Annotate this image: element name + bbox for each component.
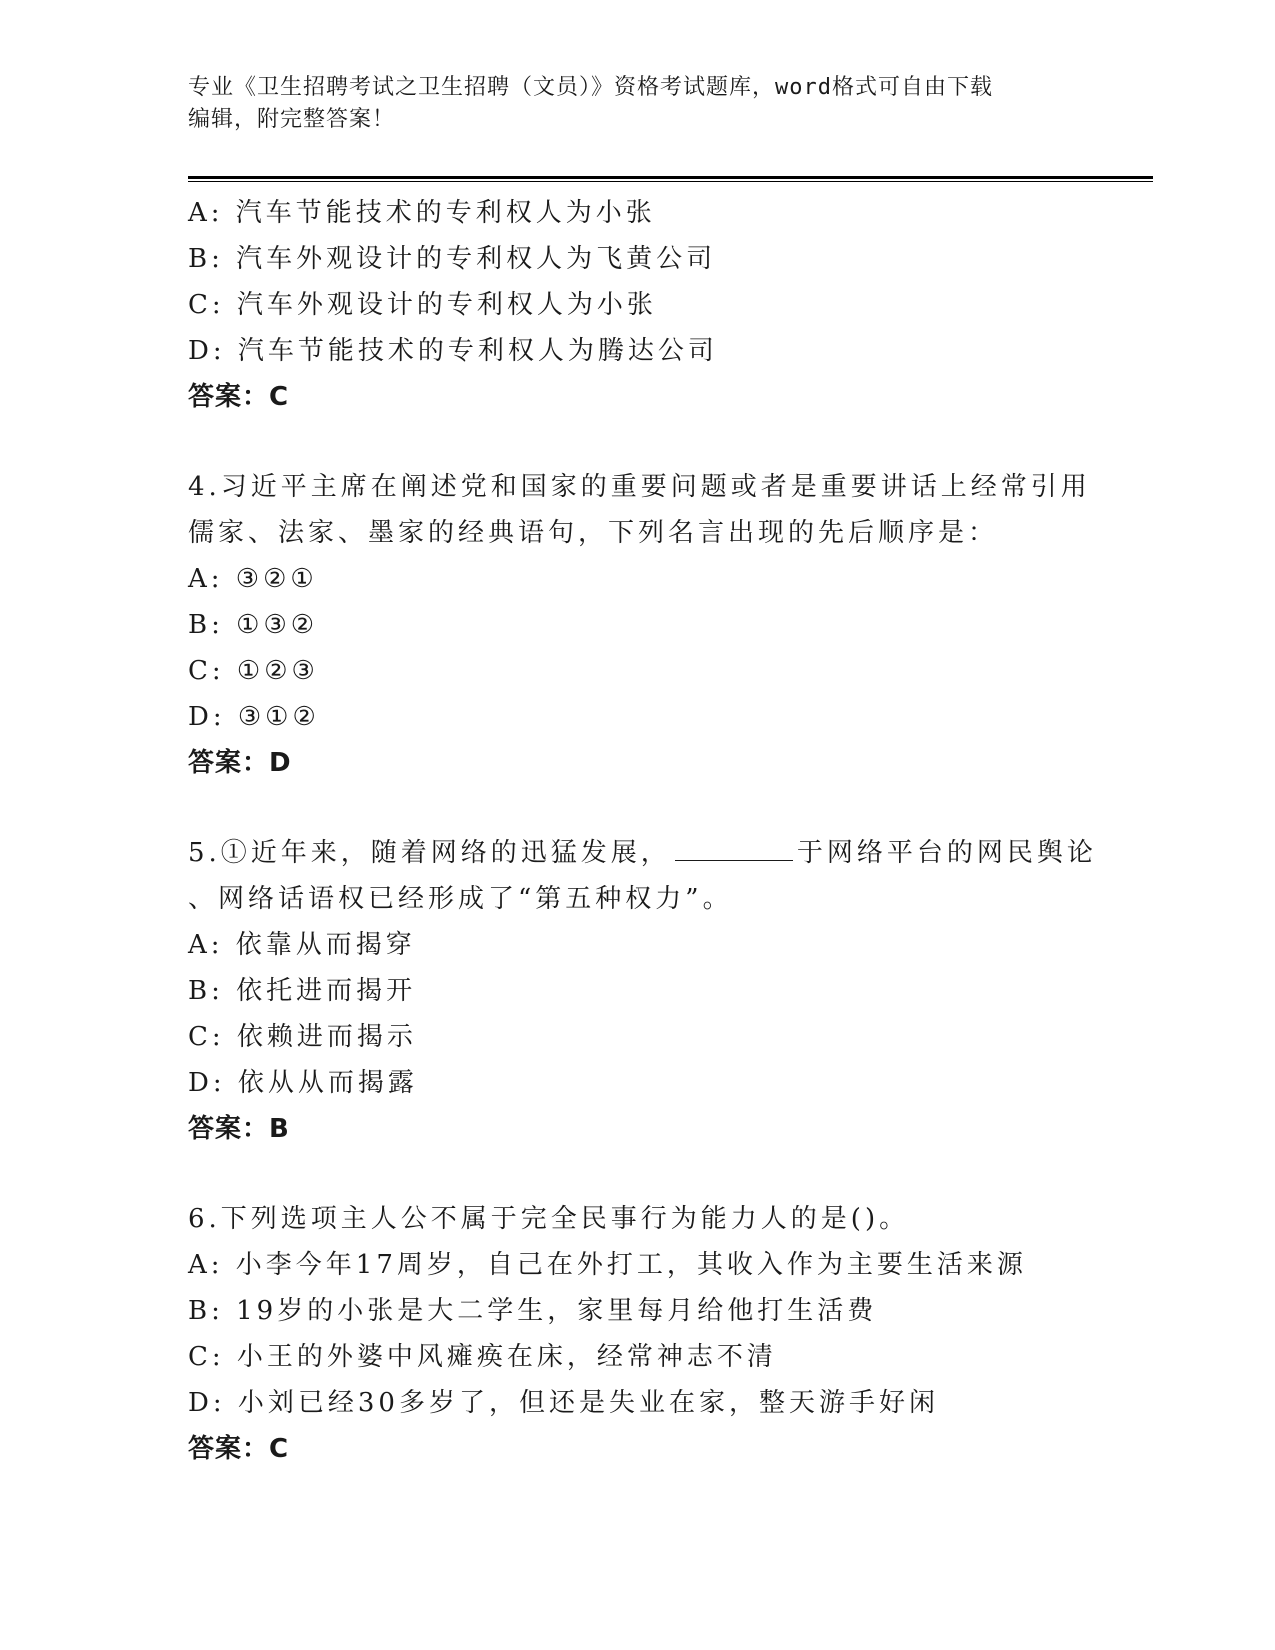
option-a: A: ③②① [188, 564, 318, 594]
option-a: A: 汽车节能技术的专利权人为小张 [188, 198, 656, 228]
fill-blank [675, 838, 793, 861]
question-stem-line-2: 、网络话语权已经形成了“第五种权力”。 [188, 884, 733, 914]
option-d: D: 依从从而揭露 [188, 1068, 418, 1098]
option-c: C: 依赖进而揭示 [188, 1022, 417, 1052]
question-stem: 6.下列选项主人公不属于完全民事行为能力人的是()。 [188, 1204, 910, 1234]
question-6 [188, 1196, 1088, 1472]
question-stem-line-1: 4.习近平主席在阐述党和国家的重要问题或者是重要讲话上经常引用 [188, 472, 1091, 502]
option-c: C: 汽车外观设计的专利权人为小张 [188, 290, 657, 320]
document-header [188, 72, 1078, 136]
option-a: A: 依靠从而揭穿 [188, 930, 416, 960]
option-b: B: 19岁的小张是大二学生，家里每月给他打生活费 [188, 1296, 878, 1326]
answer: 答案：C [188, 1434, 290, 1464]
option-d: D: ③①② [188, 702, 320, 732]
header-line-2: 编辑，附完整答案！ [188, 107, 396, 132]
question-4 [188, 464, 1091, 786]
option-b: B: 汽车外观设计的专利权人为飞黄公司 [188, 244, 717, 274]
option-b: B: ①③② [188, 610, 319, 640]
question-5 [188, 830, 1097, 1152]
option-c: C: 小王的外婆中风瘫痪在床，经常神志不清 [188, 1342, 777, 1372]
option-d: D: 汽车节能技术的专利权人为腾达公司 [188, 336, 718, 366]
question-stem-line-2: 儒家、法家、墨家的经典语句，下列名言出现的先后顺序是： [188, 518, 999, 548]
answer: 答案：B [188, 1114, 290, 1144]
option-a: A: 小李今年17周岁，自己在外打工，其收入作为主要生活来源 [188, 1250, 1027, 1280]
stem-before-blank: 5.①近年来，随着网络的迅猛发展， [188, 838, 671, 868]
stem-after-blank: 于网络平台的网民舆论 [796, 838, 1097, 868]
option-d: D: 小刘已经30多岁了，但还是失业在家，整天游手好闲 [188, 1388, 939, 1418]
question-content [188, 190, 1097, 1472]
option-b: B: 依托进而揭开 [188, 976, 417, 1006]
header-line-1: 专业《卫生招聘考试之卫生招聘（文员）》资格考试题库，word格式可自由下载 [188, 75, 993, 100]
question-stem-line-1 [188, 830, 1097, 876]
answer: 答案：D [188, 748, 292, 778]
option-c: C: ①②③ [188, 656, 319, 686]
header-divider [188, 176, 1153, 179]
answer: 答案：C [188, 382, 290, 412]
question-3 [188, 190, 1088, 420]
header-divider-thin [188, 181, 1153, 182]
